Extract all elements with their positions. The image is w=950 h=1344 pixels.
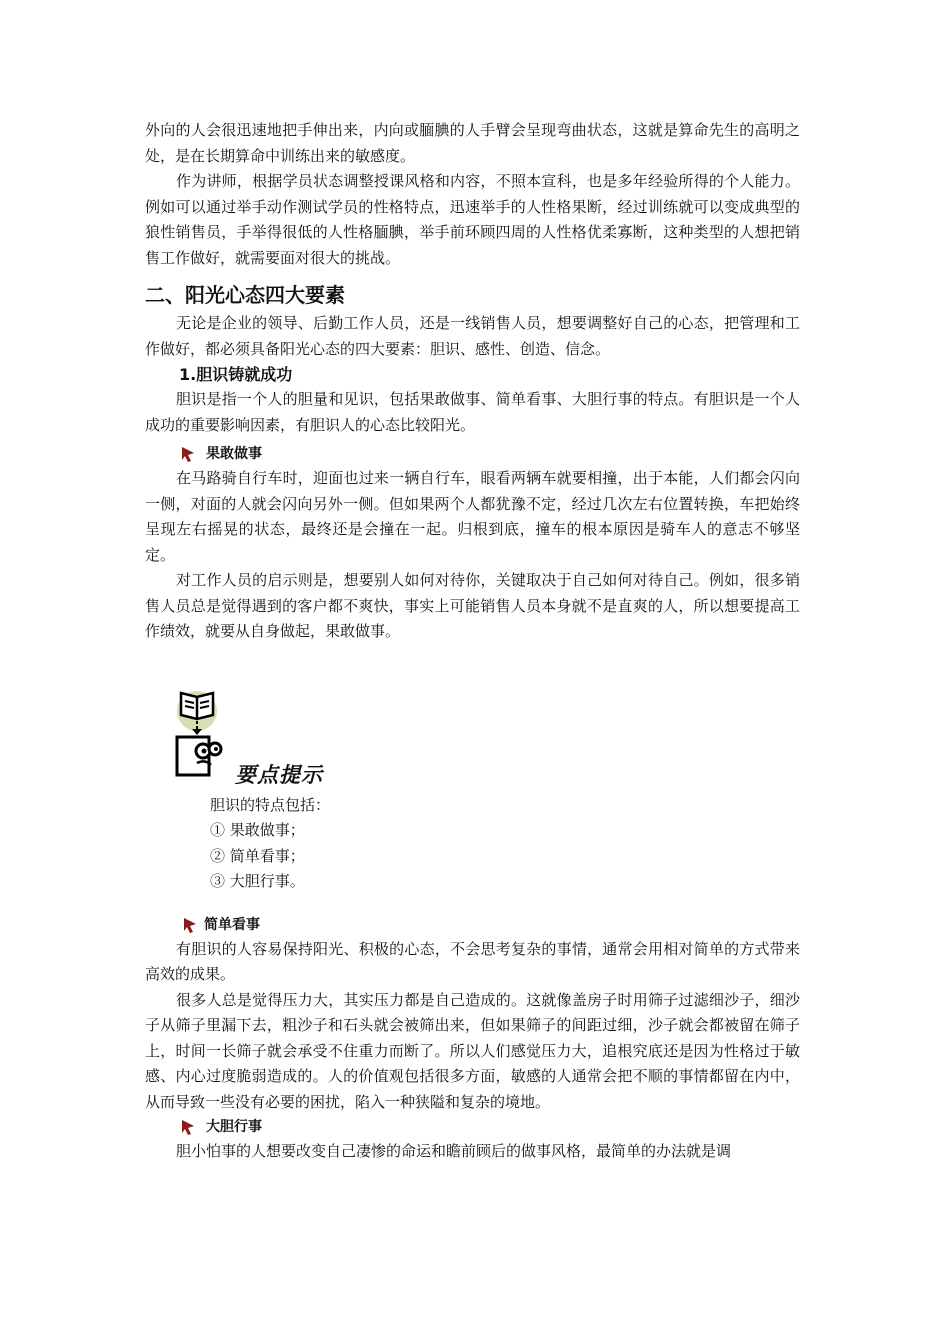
point-heading-1-label: 果敢做事 (206, 446, 262, 462)
point2-paragraph-2: 很多人总是觉得压力大，其实压力都是自己造成的。这就像盖房子时用筛子过滤细沙子，细沙子从筛子里漏下去，粗沙子和石头就会被筛出来，但如果筛子的间距过细，沙子就会都被留在筛子上，时间一长筛子就会承受不住重力而断了。所以人们感觉压力大，追根究底还是因为性格过于敏感、内心过度脆弱造成的。人的价值观包括很多方面，敏感的人通常会把不顺的事情都留在内中，从而导致一些没有必要的困扰，陷入一种狭隘和复杂的境地。 (145, 990, 800, 1111)
point-heading-2 (182, 913, 800, 937)
subsection-body: 胆识是指一个人的胆量和见识，包括果敢做事、简单看事、大胆行事的特点。有胆识是一个人成功的重要影响因素，有胆识人的心态比较阳光。 (145, 390, 800, 434)
subsection-heading: 1.胆识铸就成功 (179, 365, 293, 384)
tip-intro: 胆识的特点包括： (210, 795, 331, 814)
book-head-icon (175, 681, 237, 781)
arrow-bullet-icon (180, 1118, 200, 1136)
tip-item: ① 果敢做事； (210, 821, 305, 839)
tip-title: 要点提示 (235, 761, 323, 787)
arrow-bullet-icon (182, 916, 202, 934)
tip-list (210, 793, 330, 895)
tip-box (145, 653, 800, 913)
point1-paragraph-2: 对工作人员的启示则是，想要别人如何对待你，关键取决于自己如何对待自己。例如，很多销售人员总是觉得遇到的客户都不爽快，事实上可能销售人员本身就不是直爽的人，所以想要提高工作绩效，就要从自身做起，果敢做事。 (145, 571, 800, 640)
section-heading: 二、阳光心态四大要素 (145, 283, 345, 307)
arrow-bullet-icon (180, 445, 200, 463)
paragraph-2: 作为讲师，根据学员状态调整授课风格和内容，不照本宣科，也是多年经验所得的个人能力。例如可以通过举手动作测试学员的性格特点，迅速举手的人性格果断，经过训练就可以变成典型的狼性销售员，手举得很低的人性格腼腆，举手前环顾四周的人性格优柔寡断，这种类型的人想把销售工作做好，就需要面对很大的挑战。 (145, 172, 800, 267)
point-heading-2-label: 简单看事 (204, 916, 260, 933)
point2-paragraph-1: 有胆识的人容易保持阳光、积极的心态，不会思考复杂的事情，通常会用相对简单的方式带来高效的成果。 (145, 939, 800, 983)
point-heading-3-label: 大胆行事 (206, 1119, 262, 1135)
point3-paragraph-1: 胆小怕事的人想要改变自己凄惨的命运和瞻前顾后的做事风格，最简单的办法就是调 (176, 1142, 732, 1160)
point-heading-3 (180, 1115, 800, 1139)
tip-item: ② 简单看事； (210, 846, 305, 865)
section-intro: 无论是企业的领导、后勤工作人员，还是一线销售人员，想要调整好自己的心态，把管理和工作做好，都必须具备阳光心态的四大要素：胆识、感性、创造、信念。 (145, 314, 800, 358)
point-heading-1 (180, 442, 800, 466)
tip-item: ③ 大胆行事。 (210, 872, 305, 890)
point1-paragraph-1: 在马路骑自行车时，迎面也过来一辆自行车，眼看两辆车就要相撞，出于本能，人们都会闪向一侧，对面的人就会闪向另外一侧。但如果两个人都犹豫不定，经过几次左右位置转换，车把始终呈现左右摇晃的状态，最终还是会撞在一起。归根到底，撞车的根本原因是骑车人的意志不够坚定。 (145, 469, 800, 564)
document-page (145, 118, 800, 1165)
paragraph-1: 外向的人会很迅速地把手伸出来，内向或腼腆的人手臂会呈现弯曲状态，这就是算命先生的高明之处，是在长期算命中训练出来的敏感度。 (145, 121, 800, 165)
